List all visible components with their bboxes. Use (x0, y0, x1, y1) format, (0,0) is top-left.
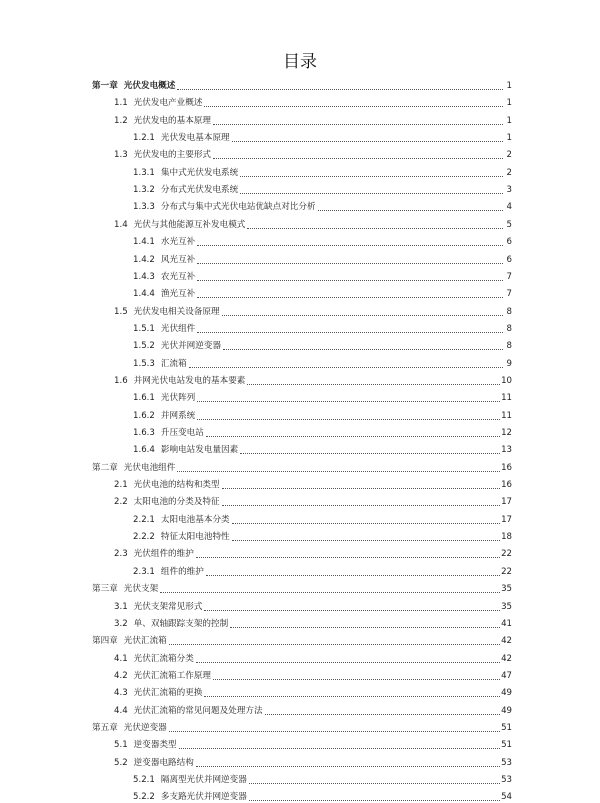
toc-entry-text: 并网系统 (160, 410, 196, 421)
page-title: 目录 (283, 52, 317, 72)
toc-entry-label (114, 602, 203, 613)
toc-entry-page-number: 53 (501, 775, 512, 785)
toc-entry[interactable] (114, 683, 512, 699)
toc-entry-number: 1.3.2 (133, 185, 155, 196)
toc-entry-page-number: 17 (501, 497, 512, 508)
toc-entry[interactable] (114, 649, 512, 665)
toc-entry-number: 1.6.2 (133, 410, 155, 421)
dot-leader (197, 278, 503, 281)
toc-entry-number: 2.2 (114, 497, 128, 508)
toc-entry-number: 2.1 (114, 480, 128, 491)
toc-entry[interactable] (92, 458, 512, 474)
toc-entry-text: 单、双轴跟踪支架的控制 (133, 618, 229, 629)
toc-entry-number: 1.1 (114, 98, 128, 109)
dot-leader (222, 503, 500, 506)
toc-entry[interactable] (133, 267, 512, 283)
toc-entry-number: 1.4.4 (133, 289, 155, 300)
toc-entry-page-number: 16 (501, 480, 512, 491)
toc-entry-text: 农光互补 (160, 271, 196, 282)
toc-entry-text: 光伏电池的结构和类型 (133, 480, 220, 491)
toc-entry-label (133, 289, 196, 300)
toc-entry-label (114, 150, 212, 161)
toc-entry-number: 1.3 (114, 150, 128, 161)
toc-entry-number: 1.2 (114, 115, 128, 126)
dot-leader (169, 642, 500, 645)
toc-entry-page-number: 2 (506, 167, 512, 178)
toc-entry-label (92, 463, 176, 474)
toc-entry-text: 汇流箱 (160, 358, 187, 369)
toc-entry[interactable] (133, 354, 512, 370)
toc-entry-page-number: 2 (506, 150, 512, 161)
toc-entry[interactable] (133, 163, 512, 179)
toc-entry-text: 集中式光伏发电系统 (160, 167, 239, 178)
toc-entry-text: 光伏发电的主要形式 (133, 150, 212, 161)
toc-entry[interactable] (114, 666, 512, 682)
toc-entry-label (133, 133, 231, 144)
toc-entry-text: 光伏发电的基本原理 (133, 115, 212, 126)
toc-entry-text: 光伏发电产业概述 (133, 98, 203, 109)
toc-entry-label (114, 706, 264, 717)
dot-leader (169, 729, 500, 732)
toc-entry-number: 1.5.2 (133, 341, 155, 352)
toc-entry-text: 光伏支架 (123, 584, 159, 595)
toc-entry-page-number: 4 (506, 202, 512, 213)
toc-entry-text: 逆变器类型 (133, 740, 177, 751)
toc-entry[interactable] (114, 111, 512, 127)
dot-leader (197, 243, 503, 246)
toc-entry[interactable] (92, 76, 512, 92)
toc-entry[interactable] (133, 336, 512, 352)
toc-entry-label (133, 775, 248, 786)
toc-entry-label (114, 671, 212, 682)
toc-entry-label (114, 307, 221, 318)
toc-entry-page-number: 16 (501, 462, 512, 473)
toc-entry-number: 1.5.3 (133, 358, 155, 369)
toc-entry-label (133, 445, 239, 456)
toc-entry-text: 光伏与其他能源互补发电模式 (133, 219, 246, 230)
toc-entry[interactable] (133, 770, 512, 786)
dot-leader (249, 798, 500, 801)
toc-entry-number: 4.3 (114, 688, 128, 699)
toc-entry-number: 5.1 (114, 740, 128, 751)
toc-entry[interactable] (114, 701, 512, 717)
dot-leader (160, 590, 500, 593)
toc-entry-number: 5.2.1 (133, 775, 155, 785)
toc-entry-page-number: 12 (501, 428, 512, 438)
toc-entry-label (133, 255, 196, 266)
toc-entry-text: 光伏电池组件 (123, 462, 176, 473)
toc-entry-label (114, 98, 203, 109)
toc-entry-label (133, 272, 196, 283)
toc-entry-page-number: 18 (501, 532, 512, 543)
toc-entry-label (114, 497, 221, 508)
toc-entry[interactable] (114, 614, 512, 630)
toc-entry-number: 1.4.3 (133, 271, 155, 282)
toc-entry-text: 太阳电池基本分类 (160, 514, 230, 525)
toc-entry-label (133, 359, 188, 370)
toc-entry-text: 逆变器电路结构 (133, 757, 194, 768)
toc-entry[interactable] (114, 371, 512, 387)
toc-entry-number: 2.2.2 (133, 532, 155, 543)
toc-entry[interactable] (133, 180, 512, 196)
dot-leader (265, 712, 500, 715)
toc-entry[interactable] (133, 510, 512, 526)
toc-entry-page-number: 8 (506, 341, 512, 352)
toc-entry-label (133, 532, 231, 543)
dot-leader (177, 87, 503, 90)
toc-entry-label (92, 584, 159, 595)
toc-entry-text: 多支路光伏并网逆变器 (160, 792, 247, 803)
toc-entry-text: 光伏汇流箱的常见问题及处理方法 (133, 705, 263, 716)
toc-entry-number: 5.2 (114, 757, 128, 768)
toc-entry-page-number: 22 (501, 566, 512, 577)
toc-entry-number: 1.2.1 (133, 133, 155, 144)
dot-leader (249, 781, 500, 784)
toc-entry-text: 水光互补 (160, 237, 196, 248)
dot-leader (179, 746, 500, 749)
toc-entry[interactable] (133, 284, 512, 300)
toc-entry-text: 渔光互补 (160, 289, 196, 300)
toc-entry-number: 1.6.4 (133, 445, 155, 456)
toc-entry-number: 第五章 (92, 722, 118, 733)
dot-leader (232, 538, 500, 541)
toc-entry-text: 光伏发电相关设备原理 (133, 306, 220, 317)
toc-entry[interactable] (133, 406, 512, 422)
toc-entry-number: 1.6 (114, 375, 128, 386)
toc-entry-label (133, 515, 231, 526)
toc-entry-text: 升压变电站 (160, 428, 204, 438)
toc-entry-label (114, 220, 246, 231)
toc-entry[interactable] (133, 197, 512, 213)
toc-entry-page-number: 42 (501, 636, 512, 647)
toc-entry-text: 光伏汇流箱分类 (133, 653, 194, 664)
toc-entry-text: 光伏汇流箱的更换 (133, 688, 203, 699)
toc-entry[interactable] (114, 492, 512, 508)
toc-entry[interactable] (133, 319, 512, 335)
toc-entry-number: 4.4 (114, 705, 128, 716)
toc-entry-number: 2.2.1 (133, 514, 155, 525)
toc-entry-label (133, 428, 205, 439)
toc-entry-page-number: 3 (506, 185, 512, 196)
toc-entry-page-number: 7 (506, 271, 512, 282)
toc-entry-page-number: 35 (501, 584, 512, 595)
toc-entry-number: 2.3 (114, 549, 128, 560)
toc-entry-number: 3.1 (114, 601, 128, 612)
toc-entry-number: 1.5.1 (133, 323, 155, 334)
dot-leader (189, 365, 503, 368)
dot-leader (240, 174, 503, 177)
toc-entry-number: 3.2 (114, 618, 128, 629)
dot-leader (206, 434, 500, 437)
toc-entry-number: 第二章 (92, 462, 118, 473)
toc-entry-text: 并网光伏电站发电的基本要素 (133, 375, 246, 386)
toc-entry[interactable] (92, 579, 512, 595)
toc-entry-text: 光伏汇流箱 (123, 636, 167, 647)
toc-entry-page-number: 6 (506, 254, 512, 265)
toc-entry-label (114, 116, 212, 127)
toc-entry-label (133, 168, 239, 179)
toc-entry-page-number: 49 (501, 688, 512, 699)
toc-entry-label (133, 411, 196, 422)
toc-entry-number: 1.4 (114, 219, 128, 230)
toc-entry[interactable] (133, 250, 512, 266)
dot-leader (204, 694, 500, 697)
toc-entry-page-number: 8 (506, 323, 512, 334)
toc-entry-page-number: 22 (501, 549, 512, 560)
toc-entry-page-number: 11 (501, 410, 512, 421)
toc-entry[interactable] (133, 388, 512, 404)
toc-entry[interactable] (114, 215, 512, 231)
toc-entry-number: 1.5 (114, 306, 128, 317)
toc-entry-page-number: 9 (506, 358, 512, 369)
dot-leader (177, 469, 500, 472)
dot-leader (232, 139, 503, 142)
toc-entry-page-number: 17 (501, 514, 512, 525)
dot-leader (197, 330, 503, 333)
toc-entry-label (92, 723, 168, 734)
toc-entry-number: 1.4.1 (133, 237, 155, 248)
toc-entry-page-number: 51 (501, 722, 512, 733)
toc-entry-text: 光伏组件 (160, 323, 196, 334)
toc-entry-text: 光伏组件的维护 (133, 549, 194, 560)
toc-entry-number: 1.4.2 (133, 254, 155, 265)
toc-entry-number: 1.6.3 (133, 428, 155, 438)
toc-entry-page-number: 10 (501, 375, 512, 386)
dot-leader (247, 382, 500, 385)
toc-entry-number: 4.1 (114, 653, 128, 664)
dot-leader (196, 764, 500, 767)
dot-leader (197, 399, 500, 402)
toc-entry-page-number: 47 (501, 670, 512, 681)
dot-leader (222, 486, 500, 489)
dot-leader (318, 208, 503, 211)
toc-entry-text: 光伏并网逆变器 (160, 341, 222, 352)
toc-entry-label (133, 567, 205, 578)
dot-leader (213, 156, 503, 159)
dot-leader (247, 226, 503, 229)
dot-leader (197, 261, 503, 264)
toc-entry-page-number: 8 (506, 306, 512, 317)
toc-entry[interactable] (133, 787, 512, 803)
toc-entry-label (114, 654, 195, 665)
toc-entry-text: 组件的维护 (160, 566, 204, 577)
toc-entry-label (114, 549, 195, 560)
dot-leader (230, 625, 500, 628)
toc-entry-text: 光伏汇流箱工作原理 (133, 670, 212, 681)
toc-entry[interactable] (114, 544, 512, 560)
toc-entry-label (114, 376, 246, 387)
dot-leader (222, 313, 503, 316)
toc-entry[interactable] (114, 145, 512, 161)
toc-entry-page-number: 1 (506, 115, 512, 126)
toc-entry-page-number: 42 (501, 653, 512, 664)
dot-leader (196, 660, 500, 663)
toc-entry-label (92, 636, 168, 647)
toc-entry-page-number: 6 (506, 237, 512, 248)
toc-entry-page-number: 1 (506, 133, 512, 144)
toc-entry-label (133, 185, 239, 196)
toc-entry-text: 光伏支架常见形式 (133, 601, 203, 612)
toc-entry-number: 2.3.1 (133, 566, 155, 577)
toc-entry[interactable] (92, 631, 512, 647)
toc-entry[interactable] (92, 718, 512, 734)
toc-entry[interactable] (133, 232, 512, 248)
dot-leader (213, 122, 503, 125)
dot-leader (197, 417, 500, 420)
toc-entry-number: 1.3.1 (133, 167, 155, 178)
toc-entry-label (114, 740, 178, 751)
toc-entry-number: 1.6.1 (133, 393, 155, 404)
dot-leader (204, 104, 503, 107)
dot-leader (240, 191, 503, 194)
dot-leader (196, 555, 500, 558)
dot-leader (232, 521, 500, 524)
dot-leader (204, 608, 500, 611)
toc-entry-label (133, 237, 196, 248)
toc-entry[interactable] (133, 527, 512, 543)
toc-entry[interactable] (114, 753, 512, 769)
toc-entry-text: 光伏阵列 (160, 393, 196, 404)
toc-entry-page-number: 54 (501, 792, 512, 803)
toc-entry[interactable] (114, 93, 512, 109)
toc-entry-page-number: 53 (501, 757, 512, 768)
toc-entry[interactable] (114, 597, 512, 613)
toc-entry-page-number: 5 (506, 219, 512, 230)
toc-entry-label (133, 341, 222, 352)
toc-entry-text: 风光互补 (160, 254, 196, 265)
toc-entry[interactable] (133, 423, 512, 439)
toc-entry-number: 4.2 (114, 670, 128, 681)
toc-entry-page-number: 13 (501, 445, 512, 456)
dot-leader (213, 677, 500, 680)
toc-entry-page-number: 1 (506, 98, 512, 109)
toc-entry-number: 第四章 (92, 636, 118, 647)
toc-entry-number: 5.2.2 (133, 792, 155, 803)
toc-entry-page-number: 35 (501, 601, 512, 612)
toc-entry[interactable] (114, 475, 512, 491)
toc-entry-text: 太阳电池的分类及特征 (133, 497, 220, 508)
toc-entry-page-number: 1 (506, 81, 512, 91)
toc-entry-page-number: 11 (501, 393, 512, 404)
toc-entry[interactable] (133, 128, 512, 144)
toc-entry-text: 分布式光伏发电系统 (160, 185, 239, 196)
toc-entry-label (133, 393, 196, 404)
toc-entry-label (92, 81, 176, 92)
toc-entry-text: 光伏发电基本原理 (160, 133, 230, 144)
toc-entry[interactable] (114, 302, 512, 318)
toc-entry-label (133, 324, 196, 335)
toc-entry-number: 第三章 (92, 584, 118, 595)
toc-entry-text: 特征太阳电池特性 (160, 532, 230, 543)
toc-entry-label (114, 758, 195, 769)
toc-entry-label (114, 688, 203, 699)
dot-leader (240, 451, 500, 454)
toc-entry-label (133, 792, 248, 803)
toc-entry-text: 分布式与集中式光伏电站优缺点对比分析 (160, 202, 316, 213)
toc-entry-number: 第一章 (92, 81, 118, 91)
toc-entry-text: 光伏逆变器 (123, 722, 167, 733)
toc-entry-page-number: 49 (501, 705, 512, 716)
toc-entry[interactable] (133, 562, 512, 578)
toc-entry-number: 1.3.3 (133, 202, 155, 213)
toc-entry-label (133, 202, 317, 213)
dot-leader (223, 347, 503, 350)
toc-entry-text: 影响电站发电量因素 (160, 445, 239, 456)
toc-entry-text: 光伏发电概述 (123, 81, 176, 91)
toc-entry[interactable] (133, 440, 512, 456)
toc-entry-page-number: 7 (506, 289, 512, 300)
toc-entry-page-number: 41 (501, 618, 512, 629)
toc-entry-label (114, 619, 229, 630)
dot-leader (197, 295, 503, 298)
toc-entry-text: 隔离型光伏并网逆变器 (160, 775, 247, 785)
dot-leader (206, 573, 500, 576)
toc-entry[interactable] (114, 735, 512, 751)
toc-entry-page-number: 51 (501, 740, 512, 751)
toc-entry-label (114, 480, 221, 491)
